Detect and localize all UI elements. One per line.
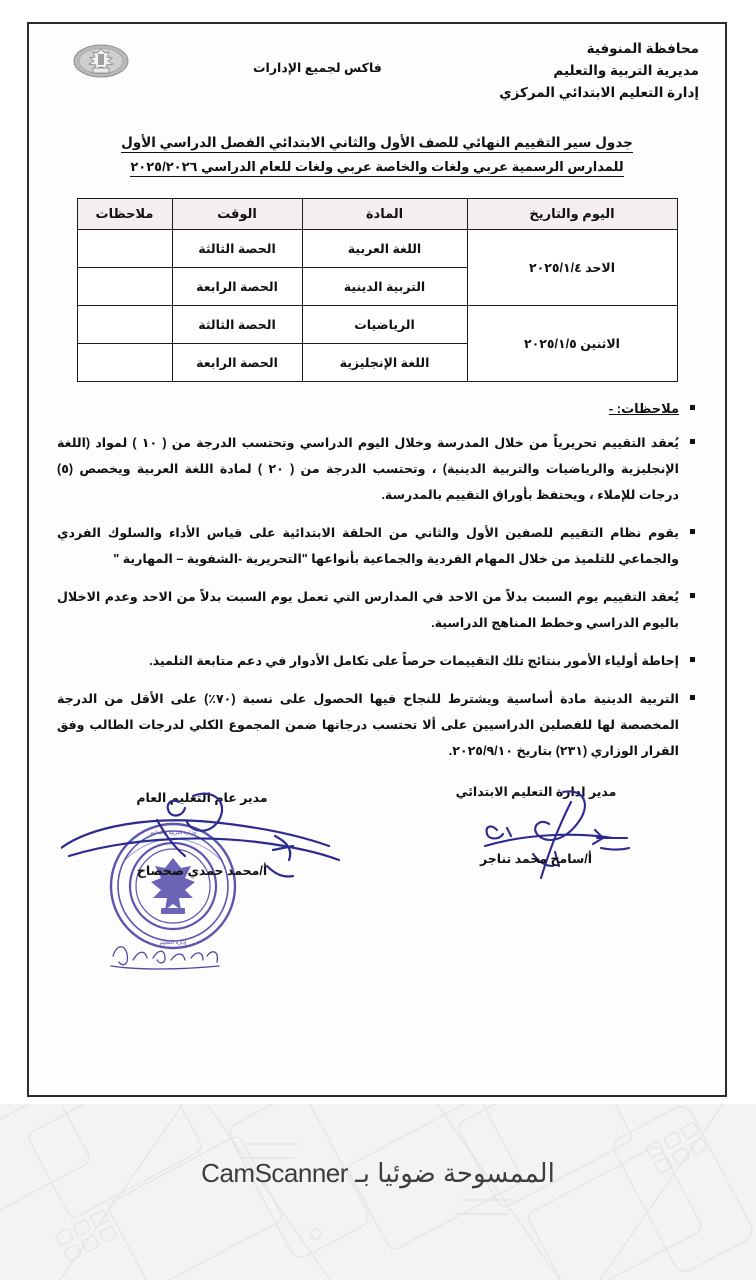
official-round-stamp-icon (107, 820, 239, 952)
signature-name-left: أ/محمد حمدي صحصاح (136, 864, 268, 878)
signature-block-primary-director (411, 784, 661, 866)
signature-role-right: مدير إدارة التعليم الابتدائي (455, 785, 617, 799)
col-header-day: اليوم والتاريخ (467, 199, 677, 230)
cell-subject-0-1: التربية الدينية (302, 268, 467, 306)
exam-schedule-table (77, 198, 678, 382)
footer-lineart-icon (0, 1104, 756, 1280)
table-row (77, 306, 677, 344)
cell-subject-1-0: الرياضيات (302, 306, 467, 344)
col-header-notes: ملاحظات (77, 199, 172, 230)
header-governorate: محافظة المنوفية (586, 41, 699, 56)
signature-role-left: مدير عام التعليم العام (136, 791, 268, 805)
note-item: يقوم نظام التقييم للصفين الأول والثاني من الحلقة الابتدائية على قياس الأداء والسلوك الفردي والجماعي للتلميذ من خلال المهام الفردية والجماعية بأنواعها "التحريرية -الشفوية – المهارية " (57, 520, 697, 572)
cell-time-1-1: الحصة الرابعة (172, 344, 302, 382)
title-line-1: جدول سير التقييم النهائي للصف الأول والثاني الابتدائي الفصل الدراسي الأول (121, 135, 633, 153)
note-item: إحاطة أولياء الأمور بنتائج تلك التقييمات حرصاً على تكامل الأدوار في دعم متابعة التلميذ. (57, 648, 697, 674)
col-header-subject: المادة (302, 199, 467, 230)
cell-subject-0-0: اللغة العربية (302, 230, 467, 268)
cell-time-0-0: الحصة الثالثة (172, 230, 302, 268)
cell-note-0-0 (77, 230, 172, 268)
document-header (55, 38, 699, 136)
signature-section (55, 784, 699, 994)
svg-text:إدارة التعليم: إدارة التعليم (159, 940, 187, 946)
note-item: التربية الدينية مادة أساسية ويشترط للنجاح فيها الحصول على نسبة (٧٠٪) على الأقل من الدرجة المخصصة لها للفصلين الدراسيين على ألا تحتسب درجاتها ضمن المجموع الكلي لدرجات الطالب وفق القرار الوزاري (٢٣١) بتاريخ ٢٠٢٥/٩/١٠. (57, 686, 697, 764)
table-header-row (77, 199, 677, 230)
cell-note-1-1 (77, 344, 172, 382)
svg-text:وزارة التربية والتعليم: وزارة التربية والتعليم (150, 830, 196, 836)
table-row (77, 230, 677, 268)
cell-time-0-1: الحصة الرابعة (172, 268, 302, 306)
page-gap (0, 1097, 756, 1104)
note-item: يُعقد التقييم يوم السبت بدلاً من الاحد في المدارس التي تعمل يوم السبت بدلاً من الاحد وعدم الاخلال باليوم الدراسي وخطط المناهج الدراسية. (57, 584, 697, 636)
note-item: يُعقد التقييم تحريرياً من خلال المدرسة وخلال اليوم الدراسي وتحتسب الدرجة من ( ١٠ ) لمواد (اللغة الإنجليزية والرياضيات والتربية الدينية) ، وتحتسب الدرجة من ( ٢٠ ) لمادة اللغة العربية ويخصص (٥) درجات للإملاء ، ويحتفظ بأوراق التقييم بالمدرسة. (57, 430, 697, 508)
notes-heading (57, 396, 697, 422)
header-directorate: مديرية التربية والتعليم (553, 63, 699, 78)
cell-subject-1-1: اللغة الإنجليزية (302, 344, 467, 382)
header-department: إدارة التعليم الابتدائي المركزي (499, 85, 699, 100)
signature-name-right: أ/سامح محمد تناجر (479, 852, 593, 866)
notes-section (55, 396, 699, 764)
camscanner-label (0, 1158, 756, 1189)
cell-time-1-0: الحصة الثالثة (172, 306, 302, 344)
document-title (55, 134, 699, 182)
camscanner-scanned-prefix: الممسوحة ضوئيا بـ (355, 1158, 555, 1188)
camscanner-footer (0, 1104, 756, 1280)
notes-heading-label: ملاحظات: - (608, 401, 679, 416)
header-fax-note: فاكس لجميع الإدارات (253, 61, 382, 75)
document-page (27, 22, 727, 1097)
title-line-2: للمدارس الرسمية عربي ولغات والخاصة عربي ولغات للعام الدراسي ٢٠٢٥/٢٠٢٦ (130, 159, 623, 177)
camscanner-brand: CamScanner (201, 1158, 348, 1188)
col-header-time: الوقت (172, 199, 302, 230)
cell-day-1: الاثنين ٢٠٢٥/١/٥ (467, 306, 677, 382)
cell-note-0-1 (77, 268, 172, 306)
cell-note-1-0 (77, 306, 172, 344)
egypt-eagle-emblem-icon (73, 44, 129, 78)
cell-day-0: الاحد ٢٠٢٥/١/٤ (467, 230, 677, 306)
